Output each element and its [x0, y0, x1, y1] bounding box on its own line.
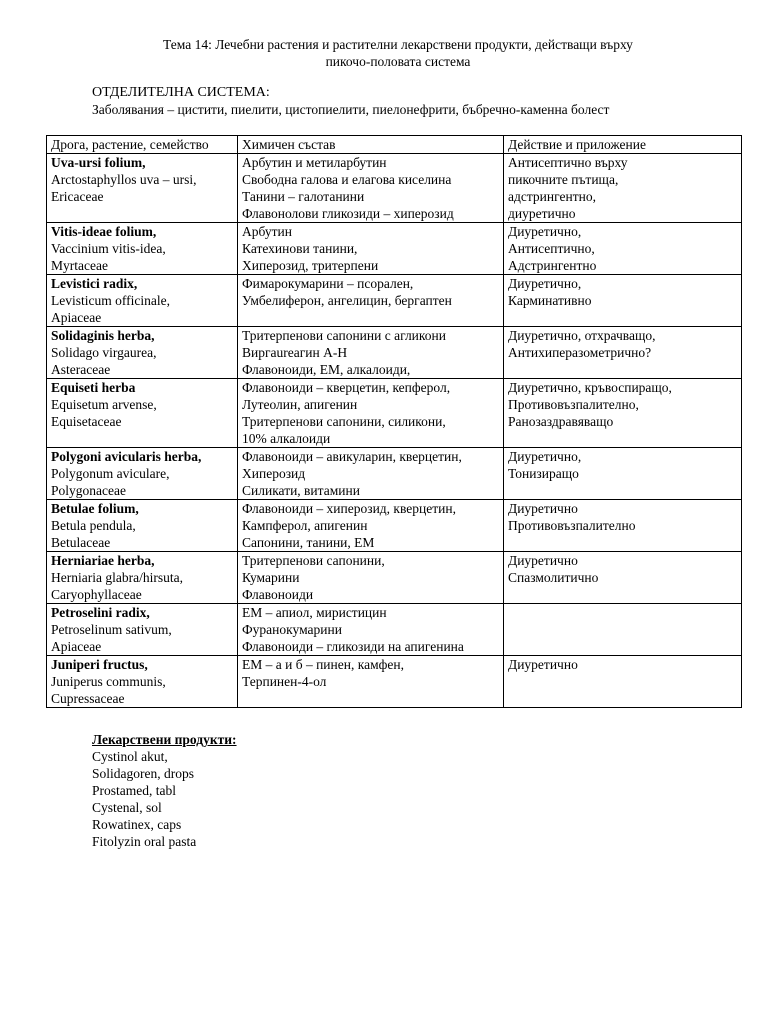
composition-line: Танини – галотанини [242, 189, 365, 204]
composition-cell [238, 154, 504, 223]
composition-line: Флавонолови гликозиди – хиперозид [242, 206, 454, 221]
drug-cell [47, 379, 238, 448]
composition-line: ЕМ – а и б – пинен, камфен, [242, 657, 404, 672]
table-row [47, 552, 742, 604]
drug-name: Juniperi fructus, [51, 657, 148, 672]
action-line: пикочните пътища, [508, 172, 619, 187]
drug-name: Equiseti herba [51, 380, 136, 395]
section-header [92, 84, 742, 118]
action-line: Антисептично, [508, 241, 595, 256]
composition-line: Сапонини, танини, ЕМ [242, 535, 375, 550]
composition-line: Фуранокумарини [242, 622, 342, 637]
title-line-2: пикочо-половата система [325, 54, 471, 69]
action-line: Диуретично [508, 553, 578, 568]
action-line: Адстрингентно [508, 258, 597, 273]
action-line: Спазмолитично [508, 570, 599, 585]
product-item: Cystinol akut, [92, 749, 168, 764]
composition-line: Катехинови танини, [242, 241, 358, 256]
composition-line: 10% алкалоиди [242, 431, 331, 446]
action-cell [504, 656, 742, 708]
action-cell [504, 552, 742, 604]
drug-name: Solidaginis herba, [51, 328, 155, 343]
header-chemical-composition: Химичен състав [238, 136, 504, 154]
action-line: Карминативно [508, 293, 592, 308]
composition-line: Хиперозид [242, 466, 306, 481]
plant-name: Arctostaphyllos uva – ursi, [51, 172, 197, 187]
table-row [47, 327, 742, 379]
composition-line: Умбелиферон, ангелицин, бергаптен [242, 293, 452, 308]
composition-cell [238, 656, 504, 708]
drug-cell [47, 327, 238, 379]
family-name: Ericaceae [51, 189, 104, 204]
composition-line: Виргаureагин А-Н [242, 345, 348, 360]
family-name: Cupressaceae [51, 691, 125, 706]
composition-line: Тритерпенови сапонини, [242, 553, 385, 568]
family-name: Polygonaceae [51, 483, 126, 498]
composition-line: Тритерпенови сапонини с агликони [242, 328, 446, 343]
action-line: адстрингентно, [508, 189, 596, 204]
action-line: Диуретично, отхрачващо, [508, 328, 656, 343]
action-line: Диуретично [508, 501, 578, 516]
product-item: Cystenal, sol [92, 800, 162, 815]
drug-cell [47, 275, 238, 327]
drug-cell [47, 448, 238, 500]
composition-cell [238, 275, 504, 327]
page-title [60, 36, 736, 70]
composition-line: ЕМ – апиол, миристицин [242, 605, 387, 620]
drug-cell [47, 223, 238, 275]
action-line: Диуретично, [508, 224, 582, 239]
table-row [47, 154, 742, 223]
composition-cell [238, 379, 504, 448]
action-line: Противовъзпалително [508, 518, 636, 533]
family-name: Myrtaceae [51, 258, 108, 273]
action-cell [504, 448, 742, 500]
products-heading: Лекарствени продукти: [92, 732, 237, 747]
header-action-application: Действие и приложение [504, 136, 742, 154]
action-cell [504, 379, 742, 448]
drug-cell [47, 500, 238, 552]
action-line: Диуретично, [508, 276, 582, 291]
composition-line: Силикати, витамини [242, 483, 360, 498]
action-line: Диуретично, кръвоспиращо, [508, 380, 672, 395]
product-item: Rowatinex, caps [92, 817, 182, 832]
composition-line: Лутеолин, апигенин [242, 397, 358, 412]
medicinal-products [92, 731, 492, 850]
composition-line: Арбутин [242, 224, 292, 239]
composition-line: Флавоноиди – гликозиди на апигенина [242, 639, 464, 654]
plant-name: Solidago virgaurea, [51, 345, 157, 360]
plant-name: Equisetum arvense, [51, 397, 157, 412]
action-line: Диуретично, [508, 449, 582, 464]
table-row [47, 656, 742, 708]
table-header [47, 136, 742, 154]
table-row [47, 604, 742, 656]
action-line: Диуретично [508, 657, 578, 672]
drug-name: Petroselini radix, [51, 605, 150, 620]
action-line: Тонизиращо [508, 466, 579, 481]
family-name: Equisetaceae [51, 414, 122, 429]
composition-line: Кампферол, апигенин [242, 518, 368, 533]
drug-name: Vitis-ideae folium, [51, 224, 157, 239]
action-line: Антисептично върху [508, 155, 628, 170]
composition-cell [238, 448, 504, 500]
plant-name: Polygonum aviculare, [51, 466, 170, 481]
action-cell [504, 500, 742, 552]
diseases-line: Заболявания – цистити, пиелити, цистопиелити, пиелонефрити, бъбречно-каменна болест [92, 102, 610, 117]
plant-name: Petroselinum sativum, [51, 622, 172, 637]
family-name: Caryophyllaceae [51, 587, 142, 602]
table-row [47, 223, 742, 275]
action-cell [504, 223, 742, 275]
action-line: Антихиперазометрично? [508, 345, 652, 360]
family-name: Apiaceae [51, 310, 102, 325]
composition-line: Хиперозид, тритерпени [242, 258, 379, 273]
composition-line: Свободна галова и елагова киселина [242, 172, 452, 187]
plant-name: Juniperus communis, [51, 674, 166, 689]
products-list [92, 748, 492, 850]
composition-cell [238, 500, 504, 552]
plant-name: Betula pendula, [51, 518, 136, 533]
table-row [47, 500, 742, 552]
action-cell [504, 327, 742, 379]
action-cell [504, 275, 742, 327]
composition-line: Тритерпенови сапонини, силикони, [242, 414, 446, 429]
product-item: Prostamed, tabl [92, 783, 176, 798]
family-name: Apiaceae [51, 639, 102, 654]
drug-name: Betulae folium, [51, 501, 139, 516]
drug-name: Herniariae herba, [51, 553, 155, 568]
drug-cell [47, 656, 238, 708]
drug-name: Levistici radix, [51, 276, 138, 291]
composition-line: Флавоноиди, ЕМ, алкалоиди, [242, 362, 411, 377]
plant-name: Vaccinium vitis-idea, [51, 241, 166, 256]
table-row [47, 275, 742, 327]
composition-line: Фимарокумарини – псорален, [242, 276, 414, 291]
composition-cell [238, 223, 504, 275]
herbal-drugs-table [46, 135, 742, 708]
composition-line: Флавоноиди [242, 587, 314, 602]
composition-line: Арбутин и метиларбутин [242, 155, 387, 170]
table-header-row [47, 136, 742, 154]
family-name: Asteraceae [51, 362, 111, 377]
drug-name: Polygoni avicularis herba, [51, 449, 202, 464]
action-line: диуретично [508, 206, 576, 221]
table-row [47, 379, 742, 448]
composition-cell [238, 327, 504, 379]
drug-name: Uva-ursi folium, [51, 155, 146, 170]
composition-line: Флавоноиди – хиперозид, кверцетин, [242, 501, 456, 516]
drug-cell [47, 154, 238, 223]
family-name: Betulaceae [51, 535, 111, 550]
drug-cell [47, 604, 238, 656]
composition-line: Кумарини [242, 570, 300, 585]
drug-cell [47, 552, 238, 604]
section-heading: ОТДЕЛИТЕЛНА СИСТЕМА: [92, 85, 270, 100]
product-item: Fitolyzin oral pasta [92, 834, 197, 849]
composition-line: Флавоноиди – кверцетин, кепферол, [242, 380, 451, 395]
table-row [47, 448, 742, 500]
plant-name: Herniaria glabra/hirsuta, [51, 570, 183, 585]
table-body [47, 154, 742, 708]
product-item: Solidagoren, drops [92, 766, 194, 781]
action-line: Противовъзпалително, [508, 397, 639, 412]
action-line: Ранозаздравяващо [508, 414, 614, 429]
composition-line: Терпинен-4-ол [242, 674, 327, 689]
header-drug-plant-family: Дрога, растение, семейство [47, 136, 238, 154]
composition-line: Флавоноиди – авикуларин, кверцетин, [242, 449, 462, 464]
action-cell [504, 604, 742, 656]
title-line-1: Тема 14: Лечебни растения и растителни лекарствени продукти, действащи върху [163, 37, 633, 52]
composition-cell [238, 604, 504, 656]
plant-name: Levisticum officinale, [51, 293, 170, 308]
composition-cell [238, 552, 504, 604]
action-cell [504, 154, 742, 223]
